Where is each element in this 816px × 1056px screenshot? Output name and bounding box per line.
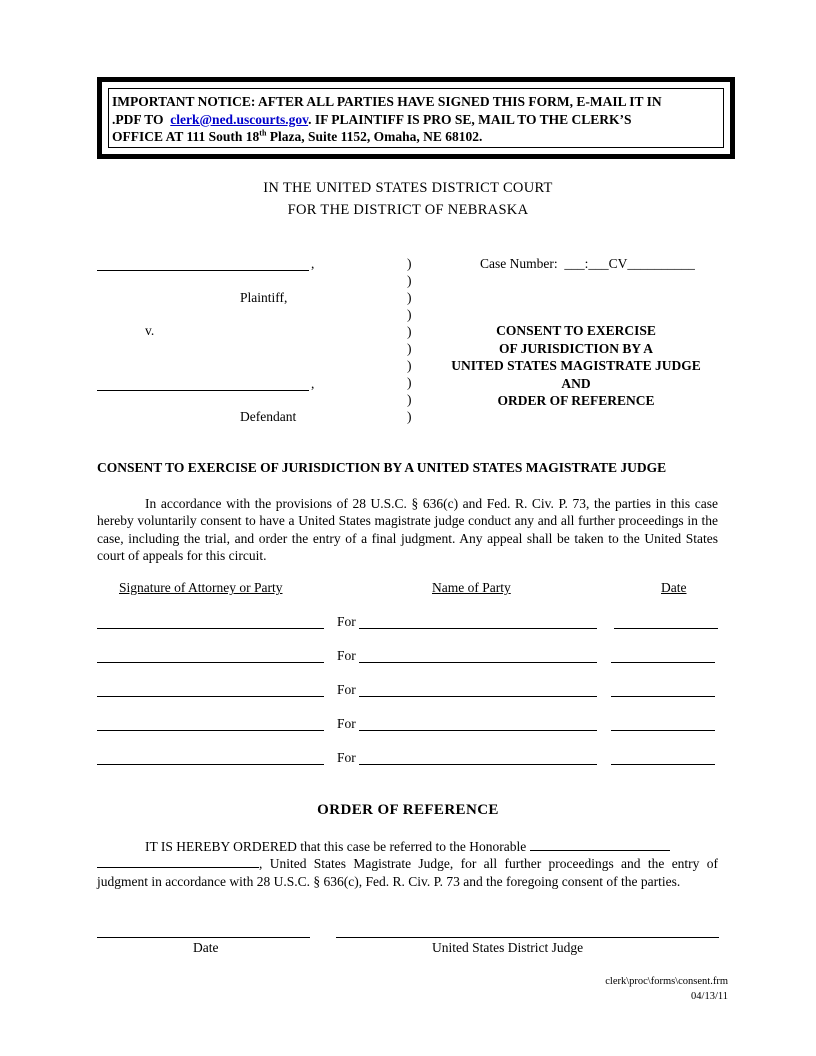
- date-line[interactable]: [611, 662, 715, 663]
- party-name-line[interactable]: [359, 696, 597, 697]
- court-district: FOR THE DISTRICT OF NEBRASKA: [287, 202, 529, 218]
- order-date-label: Date: [193, 940, 219, 955]
- plaintiff-name-blank[interactable]: [97, 270, 309, 271]
- judge-signature-line[interactable]: [336, 937, 719, 938]
- order-body-start: IT IS HEREBY ORDERED that this case be referred to the Honorable: [145, 839, 527, 854]
- versus-label: v.: [145, 323, 155, 338]
- judge-name-blank[interactable]: [530, 839, 670, 851]
- caption-paren: ): [407, 375, 412, 390]
- signature-column-header: Signature of Attorney or Party: [119, 580, 283, 595]
- caption-paren: ): [407, 324, 412, 339]
- for-label: For: [337, 750, 356, 765]
- order-paragraph: [97, 838, 718, 890]
- judge-name-blank-continued[interactable]: [97, 856, 259, 868]
- notice-line2-rest: . IF PLAINTIFF IS PRO SE, MAIL TO THE CLERK’S: [308, 111, 632, 127]
- notice-office-pre: OFFICE AT 111 South 18: [112, 129, 260, 144]
- order-body-mid: , United States Magistrate Judge, for all further proceedings and the entry of judgment in accordance with 28 U.S.C. § 636(c), Fed. R. Civ. P. 73 and the foregoing consent of the parties.: [97, 856, 718, 889]
- caption-paren: ): [407, 409, 412, 424]
- signature-line[interactable]: [97, 764, 324, 765]
- notice-office-post: Plaza, Suite 1152, Omaha, NE 68102.: [266, 129, 483, 144]
- caption-title-line: UNITED STATES MAGISTRATE JUDGE: [451, 358, 701, 373]
- caption-paren: ): [407, 290, 412, 305]
- caption-title-line: CONSENT TO EXERCISE: [496, 323, 656, 338]
- caption-title-line: OF JURISDICTION BY A: [499, 341, 653, 356]
- for-label: For: [337, 716, 356, 731]
- court-name: IN THE UNITED STATES DISTRICT COURT: [263, 180, 553, 196]
- date-line[interactable]: [611, 730, 715, 731]
- consent-paragraph: [97, 495, 718, 564]
- footer-revision-date: 04/13/11: [691, 991, 728, 1002]
- plaintiff-label: Plaintiff,: [240, 290, 288, 305]
- case-number-field[interactable]: Case Number: ___:___CV__________: [480, 256, 695, 271]
- caption-title-line: AND: [561, 376, 591, 391]
- defendant-comma: ,: [311, 376, 315, 391]
- notice-office-sup: th: [259, 128, 267, 138]
- party-name-line[interactable]: [359, 730, 597, 731]
- signature-line[interactable]: [97, 730, 324, 731]
- party-name-line[interactable]: [359, 628, 597, 629]
- footer-form-path: clerk\proc\forms\consent.frm: [605, 976, 728, 987]
- for-label: For: [337, 682, 356, 697]
- judge-signature-label: United States District Judge: [432, 940, 584, 955]
- notice-line1: IMPORTANT NOTICE: AFTER ALL PARTIES HAVE SIGNED THIS FORM, E-MAIL IT IN: [112, 94, 662, 109]
- order-of-reference-title: ORDER OF REFERENCE: [317, 802, 499, 818]
- important-notice: [112, 93, 722, 146]
- clerk-email-link[interactable]: clerk@ned.uscourts.gov: [170, 111, 309, 127]
- caption-paren: ): [407, 273, 412, 288]
- for-label: For: [337, 614, 356, 629]
- caption-paren: ): [407, 256, 412, 271]
- date-line[interactable]: [611, 696, 715, 697]
- signature-line[interactable]: [97, 662, 324, 663]
- consent-heading: CONSENT TO EXERCISE OF JURISDICTION BY A UNITED STATES MAGISTRATE JUDGE: [97, 460, 667, 475]
- signature-line[interactable]: [97, 628, 324, 629]
- notice-pdf-to: .PDF TO: [112, 111, 164, 127]
- caption-paren: ): [407, 392, 412, 407]
- for-label: For: [337, 648, 356, 663]
- defendant-name-blank[interactable]: [97, 390, 309, 391]
- date-column-header: Date: [661, 580, 687, 595]
- name-column-header: Name of Party: [432, 580, 511, 595]
- party-name-line[interactable]: [359, 764, 597, 765]
- plaintiff-comma: ,: [311, 256, 315, 271]
- caption-paren: ): [407, 341, 412, 356]
- caption-title-line: ORDER OF REFERENCE: [497, 393, 655, 408]
- signature-line[interactable]: [97, 696, 324, 697]
- date-line[interactable]: [611, 764, 715, 765]
- order-date-line[interactable]: [97, 937, 310, 938]
- caption-paren: ): [407, 307, 412, 322]
- party-name-line[interactable]: [359, 662, 597, 663]
- caption-paren: ): [407, 358, 412, 373]
- consent-body: In accordance with the provisions of 28 U.S.C. § 636(c) and Fed. R. Civ. P. 73, the parties in this case hereby voluntarily consent to have a United States magistrate judge conduct any and all further proceedings in the case, including the trial, and order the entry of a final judgment. Any appeal shall be taken to the United States court of appeals for this circuit.: [97, 496, 718, 563]
- date-line[interactable]: [614, 628, 718, 629]
- defendant-label: Defendant: [240, 409, 297, 424]
